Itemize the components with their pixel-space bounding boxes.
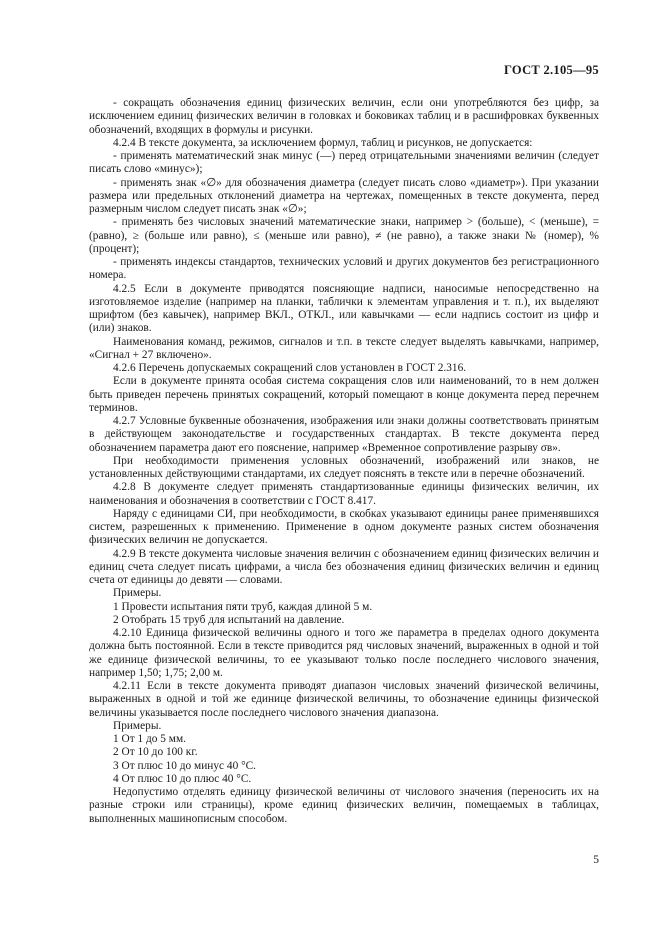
example-item: 2 Отобрать 15 труб для испытаний на давление. — [113, 613, 345, 626]
example-item: 3 От плюс 10 до минус 40 °С. — [113, 759, 257, 772]
paragraph: - сокращать обозначения единиц физических величин, если они употребляются без цифр, за исключением единиц физических величин в головках и боковиках таблиц и в расшифровках буквенных обозначений, входящих в формулы и рисунки. — [89, 97, 599, 136]
paragraph: Если в документе принята особая система сокращения слов или наименований, то в нем должен быть приведен перечень принятых сокращений, который помещают в конце документа перед перечнем терминов. — [89, 375, 599, 414]
paragraph: 4.2.8 В документе следует применять стандартизованные единицы физических величин, их наименования и обозначения в соответствии с ГОСТ 8.417. — [89, 481, 599, 507]
document-body — [89, 97, 599, 826]
paragraph: - применять знак «∅» для обозначения диаметра (следует писать слово «диаметр»). При указании размера или предельных отклонений диаметра на чертежах, помещенных в тексте документа, перед размерным числом следует писать знак «∅»; — [89, 176, 599, 215]
paragraph: Недопустимо отделять единицу физической величины от числового значения (переносить их на разные строки или страницы), кроме единиц физических величин, помещаемых в таблицах, выполненных машинописным способом. — [89, 786, 599, 825]
paragraph: 4.2.6 Перечень допускаемых сокращений слов установлен в ГОСТ 2.316. — [113, 362, 467, 374]
paragraph: 4.2.11 Если в тексте документа приводят диапазон числовых значений физической величины, выраженных в одной и той же единице физической величины, то обозначение единицы физической величины указывается после последнего числового значения диапазона. — [89, 680, 599, 719]
paragraph: 4.2.7 Условные буквенные обозначения, изображения или знаки должны соответствовать принятым в действующем законодательстве и государственных стандартах. В тексте документа перед обозначением параметра дают его пояснение, например «Временное сопротивление разрыву σв». — [89, 415, 599, 454]
paragraph: - применять математический знак минус (—) перед отрицательными значениями величин (следует писать слово «минус»); — [89, 150, 599, 176]
example-item: 2 От 10 до 100 кг. — [113, 746, 198, 759]
paragraph: Наименования команд, режимов, сигналов и т.п. в тексте следует выделять кавычками, например, «Сигнал + 27 включено». — [89, 335, 599, 361]
examples-heading: Примеры. — [113, 719, 162, 732]
paragraph: 4.2.5 Если в документе приводятся поясняющие надписи, наносимые непосредственно на изготовляемое изделие (например на планки, таблички к элементам управления и т. п.), их выделяют шрифтом (без кавычек), например ВКЛ., ОТКЛ., или кавычками — если надпись состоит из цифр и (или) знаков. — [89, 282, 599, 335]
paragraph: 4.2.9 В тексте документа числовые значения величин с обозначением единиц физических величин и единиц счета следует писать цифрами, а числа без обозначения единиц физических величин и единиц счета от единицы до девяти — словами. — [89, 547, 599, 586]
paragraph: 4.2.4 В тексте документа, за исключением формул, таблиц и рисунков, не допускается: — [113, 136, 533, 149]
document-header: ГОСТ 2.105—95 — [503, 63, 599, 77]
page-number: 5 — [593, 854, 599, 866]
paragraph: - применять без числовых значений математические знаки, например > (больше), < (меньше), = (равно), ≥ (больше или равно), ≤ (меньше или равно), ≠ (не равно), а также знаки № (номер), % (процент); — [89, 216, 599, 255]
example-item: 4 От плюс 10 до плюс 40 °С. — [113, 772, 252, 785]
examples-heading: Примеры. — [113, 587, 162, 600]
paragraph: - применять индексы стандартов, технических условий и других документов без регистрационного номера. — [89, 256, 599, 282]
paragraph: 4.2.10 Единица физической величины одного и того же параметра в пределах одного документа должна быть постоянной. Если в тексте приводится ряд числовых значений, выраженных в одной и той же единице физической величины, то ее указывают только после последнего числового значения, например 1,50; 1,75; 2,00 м. — [89, 627, 599, 679]
example-item: 1 Провести испытания пяти труб, каждая длиной 5 м. — [113, 600, 373, 613]
paragraph: Наряду с единицами СИ, при необходимости, в скобках указывают единицы ранее применявшихся систем, разрешенных к применению. Применение в одном документе разных систем обозначения физических величин не допускается. — [89, 507, 599, 547]
paragraph: При необходимости применения условных обозначений, изображений или знаков, не установленных действующими стандартами, их следует пояснять в тексте или в перечне обозначений. — [89, 454, 599, 480]
example-item: 1 От 1 до 5 мм. — [113, 733, 186, 745]
